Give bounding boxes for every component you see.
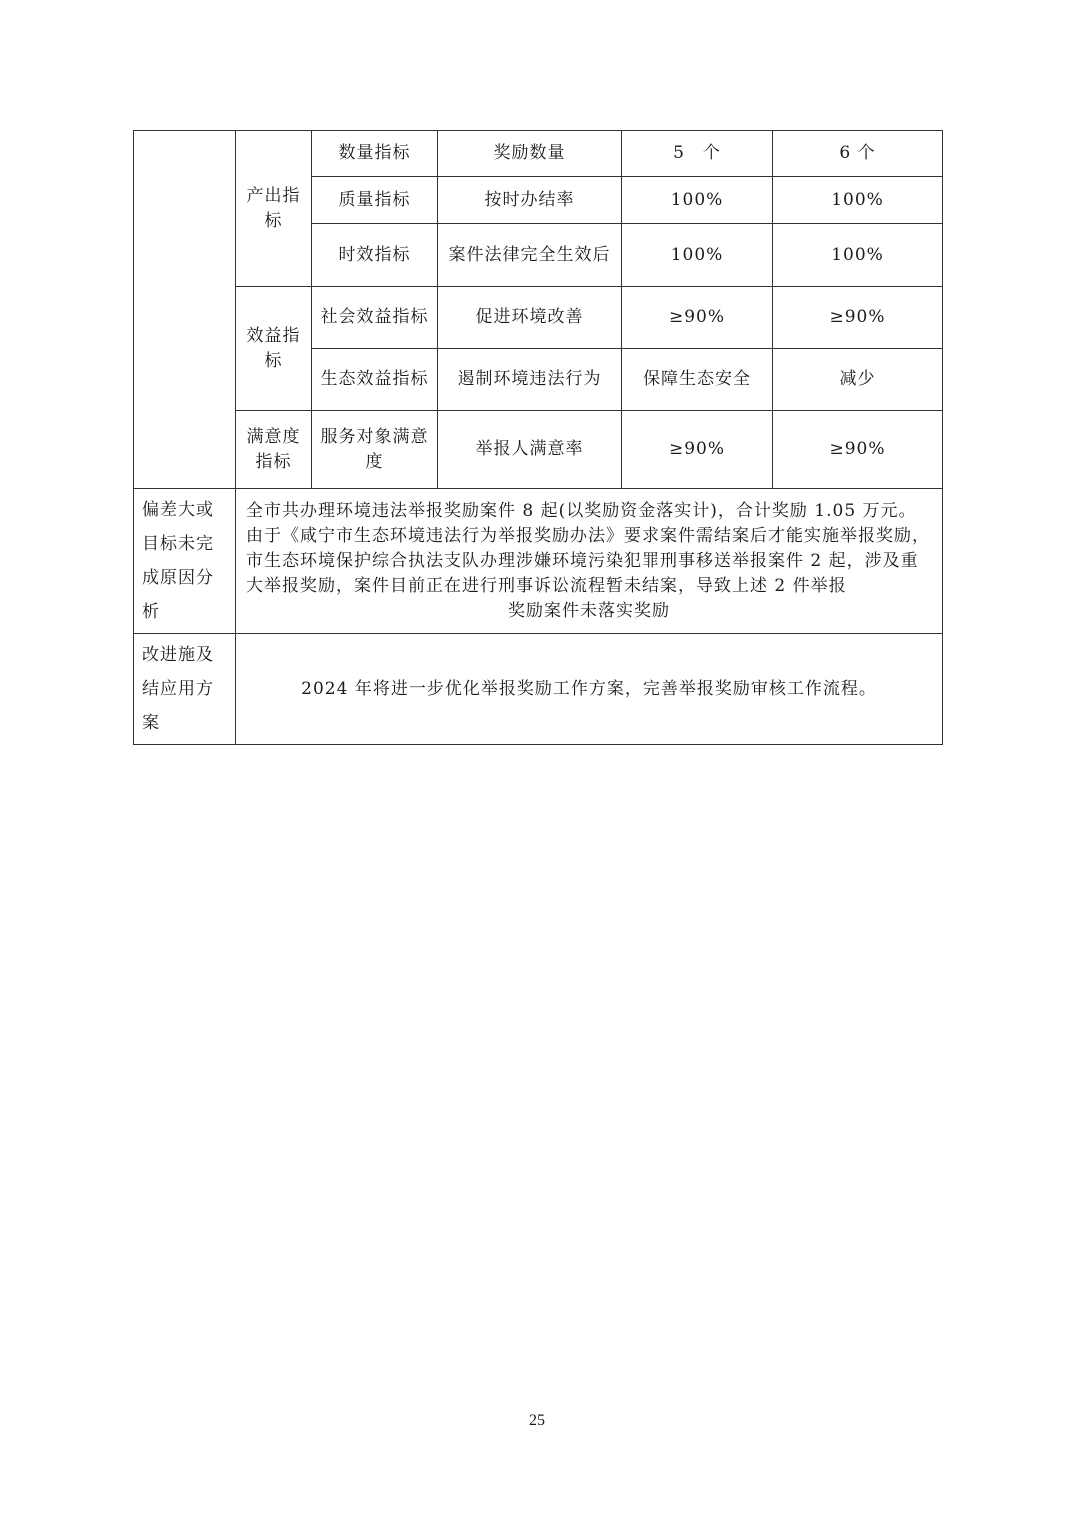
deviation-text-cell xyxy=(236,489,943,634)
indicator-cell: 服务对象满意度 xyxy=(312,411,438,489)
indicator-cell: 质量指标 xyxy=(312,177,438,224)
target-cell: 保障生态安全 xyxy=(622,349,773,411)
page-number: 25 xyxy=(529,1412,545,1429)
actual-cell: 100% xyxy=(773,177,943,224)
deviation-text-end: 奖励案件未落实奖励 xyxy=(508,600,670,621)
performance-table xyxy=(133,130,943,745)
actual-cell: 6 个 xyxy=(773,131,943,177)
actual-cell: 减少 xyxy=(773,349,943,411)
item-cell: 遏制环境违法行为 xyxy=(438,349,622,411)
item-cell: 案件法律完全生效后 xyxy=(438,224,622,287)
actual-cell: 100% xyxy=(773,224,943,287)
indicator-cell: 数量指标 xyxy=(312,131,438,177)
deviation-text: 全市共办理环境违法举报奖励案件 8 起(以奖励资金落实计)，合计奖励 1.05 万元。由于《咸宁市生态环境违法行为举报奖励办法》要求案件需结案后才能实施举报奖励，市生态环境保护综合执法支队办理涉嫌环境污染犯罪刑事移送举报案件 2 起，涉及重大举报奖励，案件目前正在进行刑事诉讼流程暂未结案，导致上述 2 件举报 xyxy=(246,500,930,596)
group-label: 产出指标 xyxy=(236,131,312,287)
blank-category-cell xyxy=(134,131,236,489)
improvement-text: 2024 年将进一步优化举报奖励工作方案，完善举报奖励审核工作流程。 xyxy=(236,634,943,745)
indicator-cell: 时效指标 xyxy=(312,224,438,287)
item-cell: 举报人满意率 xyxy=(438,411,622,489)
target-cell: ≥90% xyxy=(622,411,773,489)
deviation-label: 偏差大或目标未完成原因分析 xyxy=(134,489,236,634)
group-label: 效益指标 xyxy=(236,287,312,411)
item-cell: 奖励数量 xyxy=(438,131,622,177)
item-cell: 促进环境改善 xyxy=(438,287,622,349)
item-cell: 按时办结率 xyxy=(438,177,622,224)
indicator-cell: 生态效益指标 xyxy=(312,349,438,411)
actual-cell: ≥90% xyxy=(773,287,943,349)
group-label: 满意度指标 xyxy=(236,411,312,489)
target-cell: 5 个 xyxy=(622,131,773,177)
indicator-cell: 社会效益指标 xyxy=(312,287,438,349)
target-cell: 100% xyxy=(622,177,773,224)
target-cell: ≥90% xyxy=(622,287,773,349)
actual-cell: ≥90% xyxy=(773,411,943,489)
target-cell: 100% xyxy=(622,224,773,287)
improvement-label: 改进施及结应用方案 xyxy=(134,634,236,745)
